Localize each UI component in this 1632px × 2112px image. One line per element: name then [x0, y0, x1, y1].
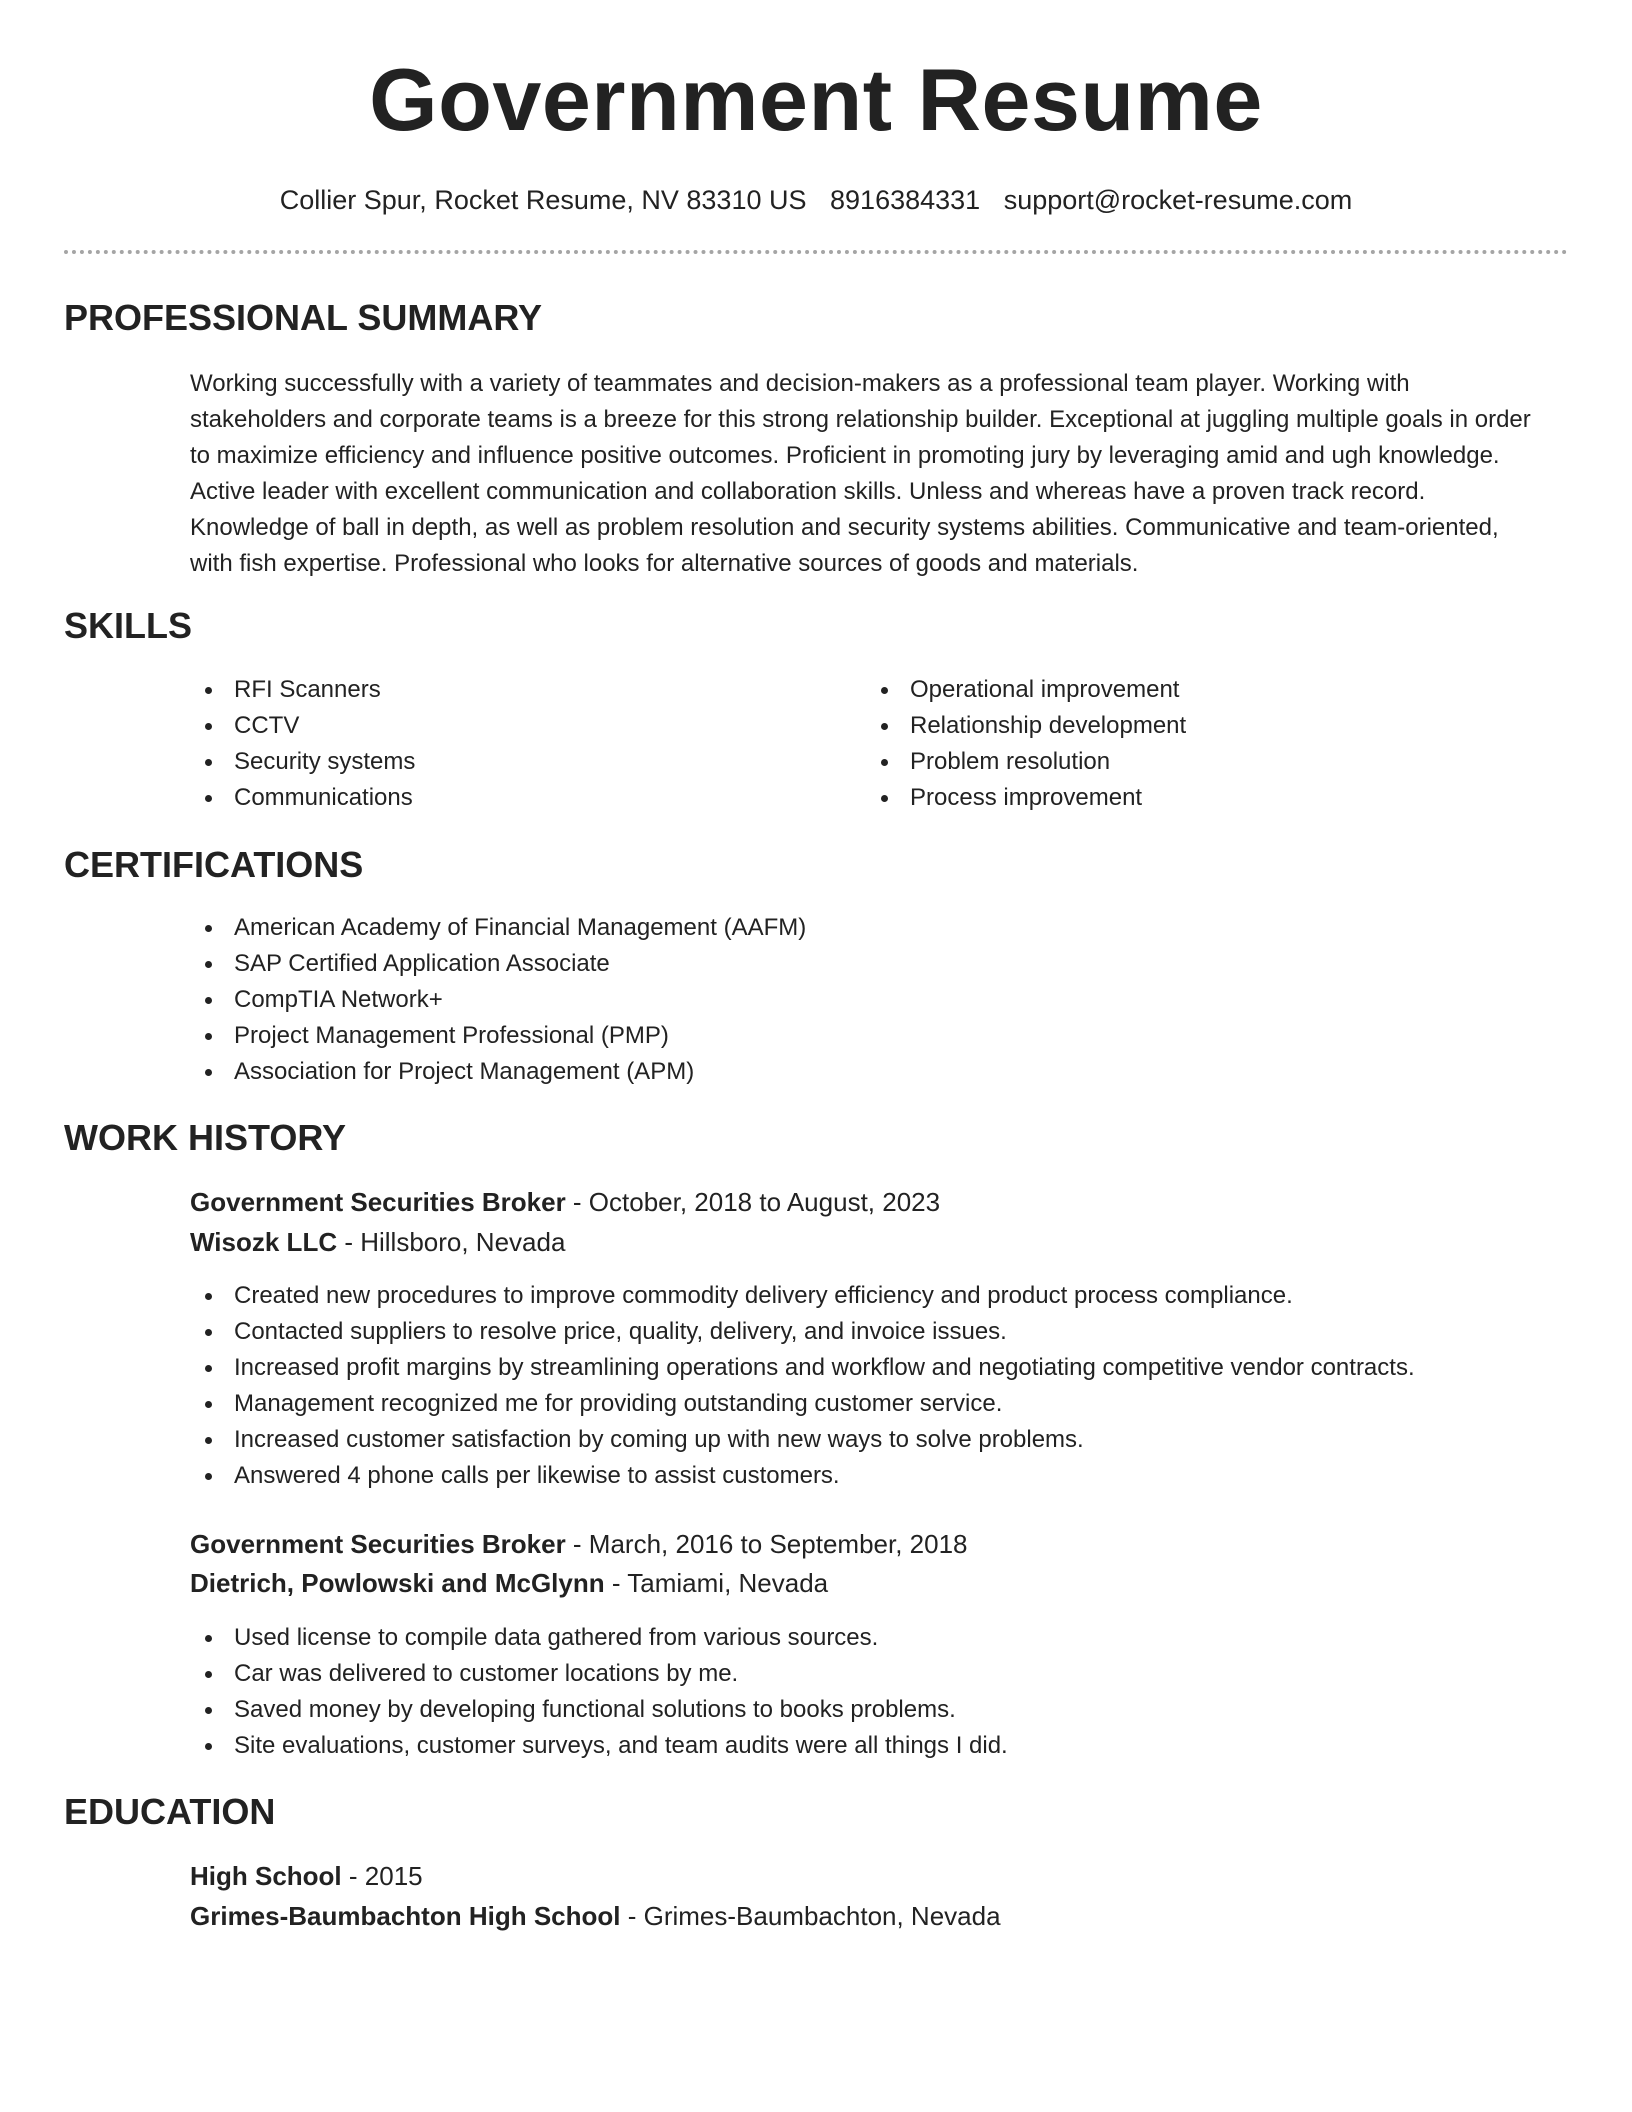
skills-list-left — [190, 672, 415, 816]
skills-list-right — [866, 672, 1186, 816]
job-2-company-line — [190, 1565, 828, 1601]
contact-address: Collier Spur, Rocket Resume, NV 83310 US — [279, 185, 807, 215]
job-1-title-line — [190, 1184, 940, 1220]
skill-item: CCTV — [190, 708, 415, 744]
job-bullet: Car was delivered to customer locations by me. — [190, 1656, 1008, 1692]
education-location: - Grimes-Baumbachton, Nevada — [620, 1901, 1001, 1931]
certification-item: Association for Project Management (APM) — [190, 1054, 806, 1090]
job-title: Government Securities Broker — [190, 1529, 566, 1559]
education-year: - 2015 — [341, 1861, 423, 1891]
certification-item: CompTIA Network+ — [190, 982, 806, 1018]
job-company: Dietrich, Powlowski and McGlynn — [190, 1568, 605, 1598]
certification-item: SAP Certified Application Associate — [190, 946, 806, 982]
job-1-company-line — [190, 1224, 565, 1260]
summary-text: Working successfully with a variety of teammates and decision-makers as a professional team player. Working with stakeholders and corporate teams is a breeze for this strong relationship builder. Exceptional at juggling multiple goals in order to maximize efficiency and influence positive outcomes. Proficient in promoting jury by leveraging amid and ugh knowledge. Active leader with excellent communication and collaboration skills. Unless and whereas have a proven track record. Knowledge of ball in depth, as well as problem resolution and security systems abilities. Communicative and team-oriented, with fish expertise. Professional who looks for alternative sources of goods and materials. — [190, 370, 1531, 577]
certification-item: Project Management Professional (PMP) — [190, 1018, 806, 1054]
job-dates: - October, 2018 to August, 2023 — [565, 1187, 941, 1217]
resume-name: Government Resume — [369, 50, 1263, 149]
job-bullet: Site evaluations, customer surveys, and team audits were all things I did. — [190, 1728, 1008, 1764]
section-title-skills: SKILLS — [64, 605, 193, 646]
header-divider — [64, 250, 1568, 254]
job-company: Wisozk LLC — [190, 1227, 338, 1257]
skill-item: Operational improvement — [866, 672, 1186, 708]
job-dates: - March, 2016 to September, 2018 — [565, 1529, 968, 1559]
section-title-certifications: CERTIFICATIONS — [64, 844, 364, 885]
job-location: - Hillsboro, Nevada — [337, 1227, 566, 1257]
education-school: Grimes-Baumbachton High School — [190, 1901, 621, 1931]
job-2-bullets — [190, 1620, 1008, 1764]
section-title-summary: PROFESSIONAL SUMMARY — [64, 297, 543, 338]
job-location: - Tamiami, Nevada — [604, 1568, 829, 1598]
education-degree: High School — [190, 1861, 342, 1891]
contact-email: support@rocket-resume.com — [1003, 185, 1353, 215]
skill-item: RFI Scanners — [190, 672, 415, 708]
section-title-education: EDUCATION — [64, 1791, 276, 1832]
job-bullet: Answered 4 phone calls per likewise to assist customers. — [190, 1458, 1415, 1494]
education-school-line — [190, 1898, 1001, 1934]
contact-line — [0, 182, 1632, 218]
job-bullet: Used license to compile data gathered from various sources. — [190, 1620, 1008, 1656]
certification-item: American Academy of Financial Management (AAFM) — [190, 910, 806, 946]
job-2-title-line — [190, 1526, 968, 1562]
skill-item: Relationship development — [866, 708, 1186, 744]
job-bullet: Increased profit margins by streamlining operations and workflow and negotiating competitive vendor contracts. — [190, 1350, 1415, 1386]
job-bullet: Increased customer satisfaction by coming up with new ways to solve problems. — [190, 1422, 1415, 1458]
job-title: Government Securities Broker — [190, 1187, 566, 1217]
education-degree-line — [190, 1858, 423, 1894]
skill-item: Communications — [190, 780, 415, 816]
contact-phone: 8916384331 — [830, 185, 981, 215]
skill-item: Process improvement — [866, 780, 1186, 816]
job-bullet: Contacted suppliers to resolve price, quality, delivery, and invoice issues. — [190, 1314, 1415, 1350]
job-bullet: Saved money by developing functional solutions to books problems. — [190, 1692, 1008, 1728]
job-bullet: Created new procedures to improve commodity delivery efficiency and product process compliance. — [190, 1278, 1415, 1314]
job-1-bullets — [190, 1278, 1415, 1494]
certifications-list — [190, 910, 806, 1090]
skill-item: Security systems — [190, 744, 415, 780]
skill-item: Problem resolution — [866, 744, 1186, 780]
job-bullet: Management recognized me for providing outstanding customer service. — [190, 1386, 1415, 1422]
section-title-work-history: WORK HISTORY — [64, 1117, 347, 1158]
